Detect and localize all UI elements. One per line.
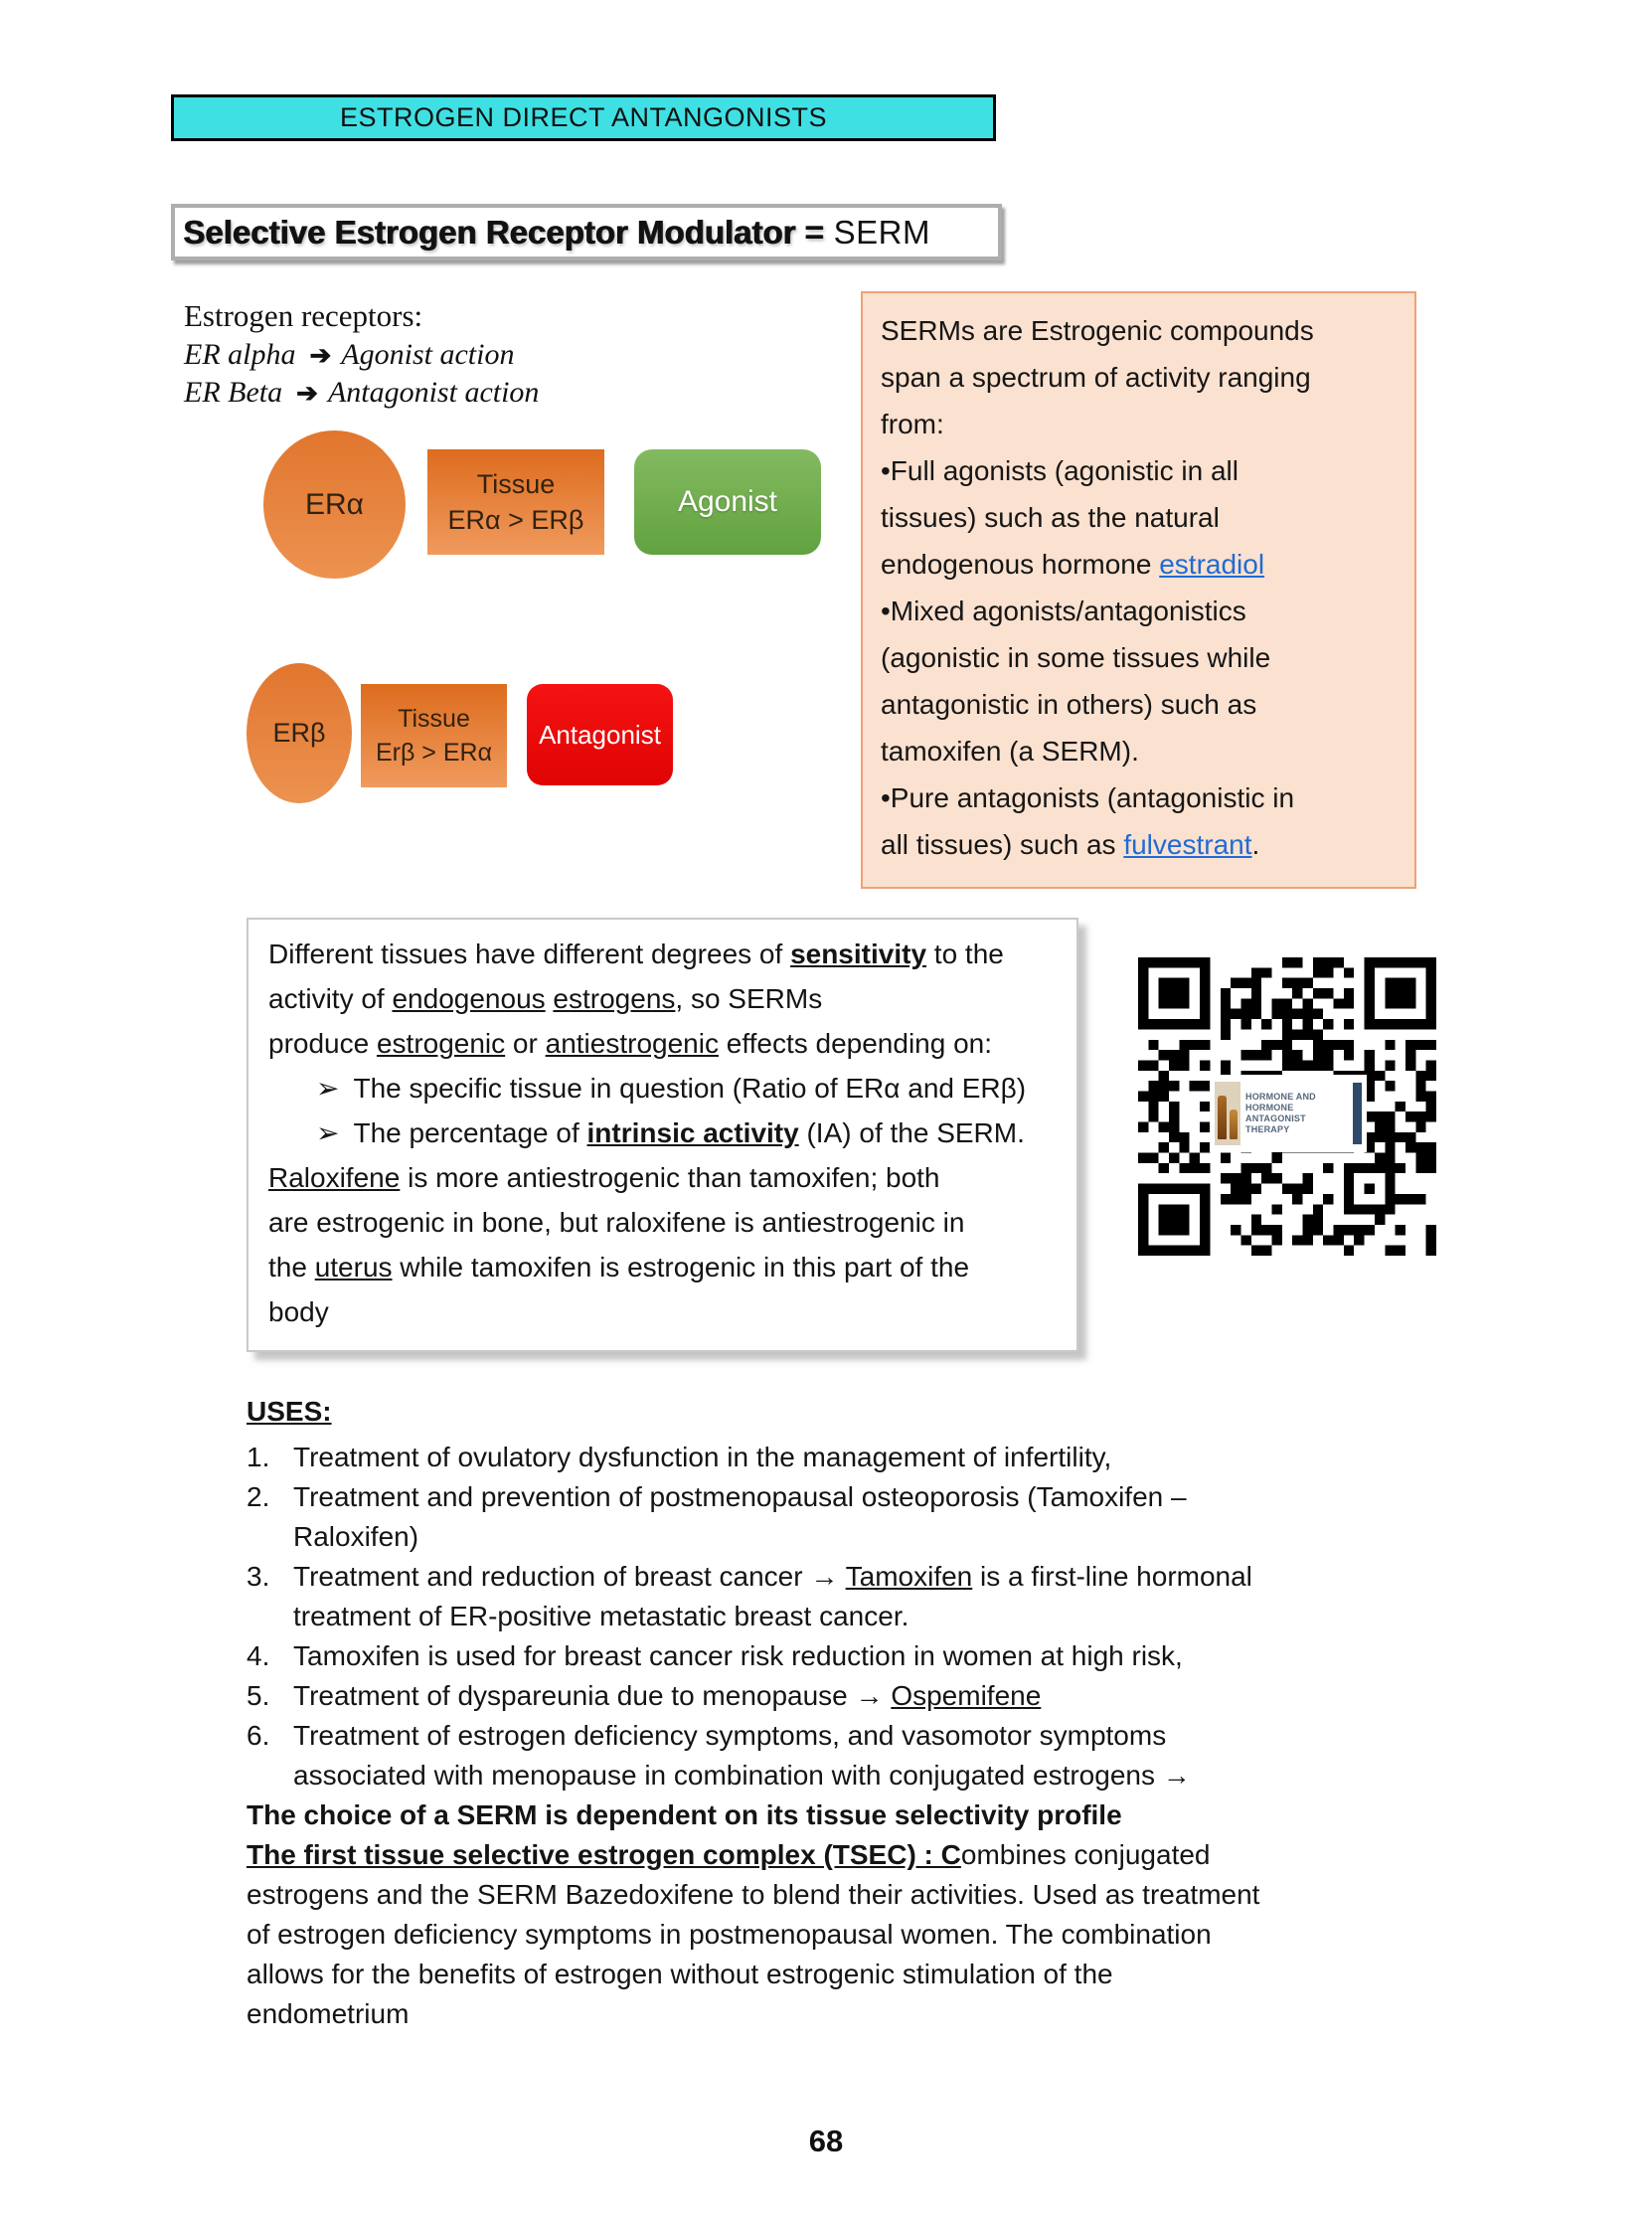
item-text: Treatment of dyspareunia due to menopause → Ospemifene bbox=[293, 1680, 1042, 1711]
raloxifene-paragraph: Raloxifene is more antiestrogenic than tamoxifen; both are estrogenic in bone, but raloxifene is antiestrogenic in the uterus while tamoxifen is estrogenic in this part of the body bbox=[268, 1162, 970, 1327]
serm-paragraph: •Pure antagonists (antagonistic in all tissues) such as fulvestrant. bbox=[881, 782, 1295, 860]
uses-item bbox=[247, 1676, 1469, 1716]
subtitle-bar bbox=[171, 204, 1002, 260]
item-number: 4. bbox=[247, 1640, 270, 1671]
item-number: 6. bbox=[247, 1720, 270, 1751]
uses-section bbox=[247, 1392, 1469, 2034]
item-text: Treatment and reduction of breast cancer → Tamoxifen is a first-line hormonal treatment of ER-positive metastatic breast cancer. bbox=[293, 1561, 1252, 1631]
subtitle-bold: Selective Estrogen Receptor Modulator = bbox=[183, 213, 824, 251]
bullet-line bbox=[268, 1066, 1057, 1110]
medicine-bottles-image bbox=[1215, 1082, 1240, 1145]
tissue-ratio: ERα > ERβ bbox=[447, 505, 584, 535]
receptor-name: ER alpha bbox=[184, 338, 296, 371]
tissue-ratio: Erβ > ERα bbox=[375, 739, 493, 767]
uses-item bbox=[247, 1477, 1469, 1557]
sensitivity-paragraph: Different tissues have different degrees of sensitivity to the activity of endogenous estrogens, so SERMs produce estrogenic or antiestrogenic effects depending on: bbox=[268, 939, 1004, 1059]
receptor-line-beta bbox=[184, 374, 539, 412]
receptor-line-alpha bbox=[184, 336, 539, 374]
item-text: Tamoxifen is used for breast cancer risk reduction in women at high risk, bbox=[293, 1640, 1183, 1671]
arrowhead-bullet-icon: ➢ bbox=[316, 1073, 340, 1104]
tissue-box-alpha bbox=[427, 449, 604, 555]
item-number: 2. bbox=[247, 1481, 270, 1512]
serm-choice-line: The choice of a SERM is dependent on its tissue selectivity profile bbox=[247, 1799, 1122, 1830]
page-title: ESTROGEN DIRECT ANTANGONISTS bbox=[339, 102, 828, 132]
hyperlink[interactable]: estradiol bbox=[1159, 549, 1265, 580]
receptor-name: ER Beta bbox=[184, 376, 283, 409]
item-text: Treatment and prevention of postmenopausal osteoporosis (Tamoxifen – Raloxifen) bbox=[293, 1481, 1187, 1552]
tissue-sensitivity-box bbox=[247, 918, 1078, 1352]
title-banner bbox=[171, 94, 996, 141]
item-text: Treatment of estrogen deficiency symptoms, and vasomotor symptoms associated with menopause in combination with conjugated estrogens → bbox=[293, 1720, 1191, 1791]
heavy-arrow-icon: ➔ bbox=[296, 379, 318, 408]
qr-center-label bbox=[1210, 1075, 1367, 1152]
uses-item bbox=[247, 1716, 1469, 1795]
receptor-oval-label: ERβ bbox=[272, 718, 326, 748]
qr-label-line2: ANTAGONIST THERAPY bbox=[1245, 1113, 1306, 1134]
qr-label-line1: HORMONE AND HORMONE bbox=[1245, 1092, 1316, 1112]
antagonist-box bbox=[527, 684, 673, 785]
item-number: 5. bbox=[247, 1680, 270, 1711]
uses-item bbox=[247, 1636, 1469, 1676]
receptors-heading: Estrogen receptors: bbox=[184, 298, 423, 333]
qr-code bbox=[1138, 957, 1436, 1256]
bottle-icon bbox=[1230, 1110, 1238, 1139]
uses-item bbox=[247, 1438, 1469, 1477]
serm-paragraph: SERMs are Estrogenic compounds span a spectrum of activity ranging from: bbox=[881, 315, 1314, 439]
receptors-block bbox=[184, 296, 539, 412]
item-text: Treatment of ovulatory dysfunction in the management of infertility, bbox=[293, 1442, 1112, 1472]
antagonist-label: Antagonist bbox=[539, 719, 661, 750]
bullet-text: The percentage of intrinsic activity (IA) of the SERM. bbox=[353, 1117, 1025, 1148]
tsec-paragraph: The first tissue selective estrogen complex (TSEC) : Combines conjugated estrogens and the SERM Bazedoxifene to blend their activities. Used as treatment of estrogen deficiency symptoms in postmenopausal women. The combination allows for the benefits of estrogen without estrogenic stimulation of the endometrium bbox=[247, 1839, 1260, 2029]
subtitle-acronym: SERM bbox=[833, 213, 930, 251]
serm-paragraph: •Mixed agonists/antagonistics (agonistic in some tissues while antagonistic in others) such as tamoxifen (a SERM). bbox=[881, 596, 1271, 767]
heavy-arrow-icon: ➔ bbox=[309, 341, 332, 370]
agonist-label: Agonist bbox=[677, 485, 778, 518]
page-number: 68 bbox=[808, 2124, 844, 2158]
tissue-box-beta bbox=[361, 684, 507, 787]
item-number: 1. bbox=[247, 1442, 270, 1472]
hyperlink[interactable]: fulvestrant bbox=[1123, 829, 1252, 860]
uses-item bbox=[247, 1557, 1469, 1636]
serm-info-box bbox=[861, 291, 1416, 889]
serm-paragraph: •Full agonists (agonistic in all tissues) such as the natural endogenous hormone estradiol bbox=[881, 455, 1265, 580]
receptor-circle-alpha bbox=[263, 430, 406, 579]
receptor-action: Agonist action bbox=[341, 338, 515, 371]
arrowhead-bullet-icon: ➢ bbox=[316, 1117, 340, 1148]
bullet-text: The specific tissue in question (Ratio of ERα and ERβ) bbox=[353, 1073, 1027, 1104]
item-number: 3. bbox=[247, 1561, 270, 1592]
receptor-action: Antagonist action bbox=[327, 376, 540, 409]
bottle-icon bbox=[1218, 1096, 1227, 1139]
tissue-line: Tissue bbox=[476, 469, 556, 499]
qr-label-text bbox=[1245, 1092, 1348, 1135]
bullet-line bbox=[268, 1110, 1057, 1155]
tissue-line: Tissue bbox=[398, 705, 470, 733]
book-spine-image bbox=[1353, 1083, 1362, 1144]
agonist-box bbox=[634, 449, 821, 555]
receptor-circle-label: ERα bbox=[304, 487, 365, 521]
receptor-oval-beta bbox=[247, 663, 352, 803]
uses-heading: USES: bbox=[247, 1396, 332, 1427]
